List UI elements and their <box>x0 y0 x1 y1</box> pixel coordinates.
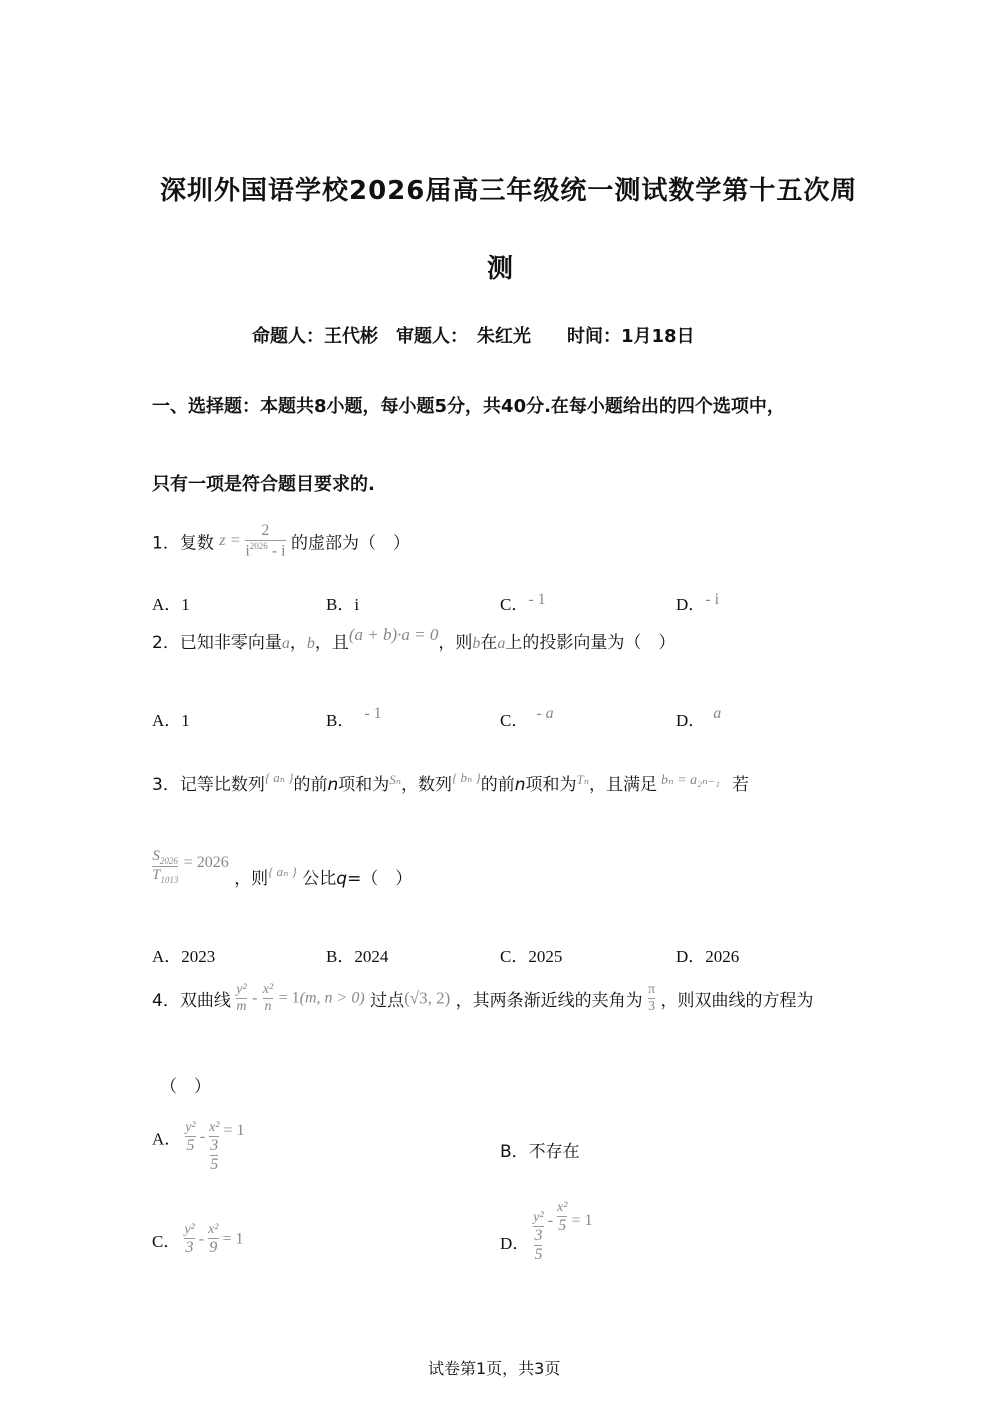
q3-option-b: B．2024 <box>326 947 389 966</box>
q4-c-frac2 <box>208 1222 218 1257</box>
q3-mid2: 项和为 <box>338 775 390 795</box>
q4-option-a-label: A． <box>152 1129 182 1149</box>
q1-den-rest: - i <box>271 542 286 560</box>
q1-option-a: A．1 <box>152 595 190 614</box>
q4-suffix: ，则双曲线的方程为 <box>660 991 814 1011</box>
q3-q: q <box>336 869 348 889</box>
authors-line: 命题人：王代彬 审题人： 朱红光 时间：1月18日 <box>252 326 695 347</box>
q4-option-d: D． $\frac{\text{y²}}{\frac{3}{5}}$ - $\frac{\text{x²}}{5}$ = 1 <box>500 1200 593 1263</box>
q4-c-d1: 3 <box>185 1239 194 1256</box>
q2-option-b-label: B． <box>326 711 355 730</box>
q4-option-d-label: D． <box>500 1233 530 1253</box>
q1-prefix: 1．复数 <box>152 533 214 554</box>
q4-d-d2: 5 <box>558 1217 567 1234</box>
q2-on: 在 <box>480 633 498 653</box>
q2-option-a: A．1 <box>152 711 190 730</box>
question-3-line2 <box>152 848 413 889</box>
q2-vector-a: a <box>281 635 290 652</box>
q1-den-exp: 2026 <box>249 541 268 551</box>
q2-option-d <box>676 706 721 731</box>
q4-prefix: 4．双曲线 <box>152 991 231 1011</box>
q1-option-c-label: C． <box>500 595 529 614</box>
q2-comma: ， <box>289 633 307 653</box>
q2-option-b <box>326 706 382 731</box>
q1-z: z <box>219 532 226 550</box>
q4-option-c: C． $\frac{\text{y²}}{3}$ - $\frac{\text{x²}}{9}$ = 1 <box>152 1222 244 1256</box>
q3-S: S <box>152 848 160 864</box>
q4-a-d2-den: 5 <box>210 1156 219 1173</box>
q4-c-eq: = 1 <box>222 1230 244 1248</box>
q4-option-b: B．不存在 <box>500 1142 580 1162</box>
q3-option-c: C．2025 <box>500 947 563 966</box>
q2-condition: (a + b)·a = 0 <box>348 625 439 644</box>
q4-frac-pi3 <box>648 982 655 1015</box>
q3-T-sub: 1013 <box>160 875 179 885</box>
q1-option-b: B．i <box>326 595 360 614</box>
question-3-line1 <box>152 770 749 795</box>
q3-mid6: ，且满足 <box>589 775 658 795</box>
q1-fraction <box>245 522 285 560</box>
q1-eq: = <box>230 532 240 550</box>
q4-d-frac2 <box>557 1200 567 1235</box>
q4-condition: (m, n > 0) <box>299 989 365 1007</box>
q3-n: n <box>327 775 339 795</box>
q4-frac-y <box>236 982 246 1015</box>
q4-d-d1-num: 3 <box>534 1227 543 1244</box>
q4-minus: - <box>252 989 258 1007</box>
q3-Tn: Tₙ <box>576 772 590 787</box>
q1-den-base: i <box>245 542 250 560</box>
q4-d-d1-den: 5 <box>534 1246 543 1263</box>
q4-passes: 过点 <box>370 991 405 1011</box>
q2-vector-b2: b <box>472 635 481 652</box>
q2-suffix: 上的投影向量为（ ） <box>505 633 676 653</box>
q3-mid5: 项和为 <box>525 775 577 795</box>
q3-seq-an2: { aₙ } <box>268 864 297 879</box>
q1-option-d <box>676 590 719 615</box>
q2-option-d-label: D． <box>676 711 706 730</box>
q3-fraction <box>152 848 178 885</box>
q3-mid4: 的前 <box>480 775 515 795</box>
q4-paren: （ ） <box>160 1077 211 1097</box>
q3-prefix: 3．记等比数列 <box>152 775 265 795</box>
q4-c-d2: 9 <box>209 1239 218 1256</box>
q4-d-eq: = 1 <box>571 1212 593 1229</box>
q4-d-frac1 <box>533 1210 543 1264</box>
q4-three: 3 <box>648 999 656 1014</box>
q4-a-d2-num: 3 <box>210 1137 219 1154</box>
q2-and: ，且 <box>314 633 349 653</box>
q4-a-d1: 5 <box>186 1136 195 1154</box>
q3-S-sub: 2026 <box>159 856 178 866</box>
q4-a-n2: x² <box>209 1120 220 1135</box>
q4-option-c-label: C． <box>152 1232 181 1251</box>
q1-option-d-math: - i <box>705 591 720 608</box>
q2-option-c <box>500 706 554 731</box>
q3-ruo: 若 <box>731 775 749 795</box>
q4-a-frac2 <box>209 1120 219 1174</box>
page-title-line2: 测 <box>487 254 515 284</box>
q3-eq-2026: = 2026 <box>183 853 229 871</box>
q4-m: m <box>236 999 247 1014</box>
q4-d-n1: y² <box>533 1210 544 1225</box>
q4-a-frac1 <box>185 1120 195 1155</box>
q4-a-n1: y² <box>185 1119 196 1135</box>
q3-option-a: A．2023 <box>152 947 216 966</box>
q2-prefix: 2．已知非零向量 <box>152 633 282 653</box>
q1-option-d-label: D． <box>676 595 706 614</box>
q4-y2: y² <box>236 982 247 997</box>
q4-c-frac1 <box>184 1222 194 1257</box>
question-1 <box>152 522 410 560</box>
section-1-line1: 一、选择题：本题共8小题，每小题5分，共40分.在每小题给出的四个选项中， <box>152 396 785 417</box>
q3-T: T <box>152 867 161 883</box>
q2-then: ，则 <box>438 633 473 653</box>
question-2 <box>152 625 676 653</box>
q3-mid1: 的前 <box>293 775 328 795</box>
q2-option-c-label: C． <box>500 711 529 730</box>
q2-vector-b: b <box>306 635 315 652</box>
section-1-line2: 只有一项是符合题目要求的. <box>152 474 375 495</box>
page-title-line1: 深圳外国语学校2026届高三年级统一测试数学第十五次周 <box>160 176 858 206</box>
q3-tail: =（ ） <box>347 869 413 889</box>
q3-seq-an: { aₙ } <box>264 770 294 785</box>
q3-option-d: D．2026 <box>676 947 740 966</box>
q4-point: (√3, 2) <box>404 988 451 1008</box>
q4-pi: π <box>648 982 656 997</box>
q3-ratio: 公比 <box>302 869 337 889</box>
q3-mid3: ，数列 <box>401 775 453 795</box>
q4-c-n1: y² <box>184 1222 195 1237</box>
q1-option-c <box>500 590 546 615</box>
q3-n2: n <box>514 775 526 795</box>
q3-then: ，则 <box>234 869 269 889</box>
q1-suffix: 的虚部为（ ） <box>290 533 410 554</box>
q1-option-c-math: - 1 <box>528 591 546 608</box>
q2-option-d-math: a <box>713 705 722 722</box>
q4-mid: ，其两条渐近线的夹角为 <box>455 991 643 1011</box>
q3-Sn: Sₙ <box>389 772 402 787</box>
q3-seq-bn: { bₙ } <box>452 770 481 785</box>
q4-x2: x² <box>262 982 274 997</box>
q4-n: n <box>264 999 272 1014</box>
q2-option-c-math: - a <box>536 705 554 722</box>
question-4-line1 <box>152 982 814 1015</box>
page-footer: 试卷第1页，共3页 <box>428 1359 561 1378</box>
q2-vector-a2: a <box>497 635 506 652</box>
q4-frac-x <box>263 982 273 1015</box>
q4-option-a: A． $\frac{\text{y²}}{5}$ - $\frac{\text{x²}}{\frac{3}{5}}$ = 1 <box>152 1119 245 1173</box>
q2-option-b-math: - 1 <box>364 705 382 722</box>
q3-condition: bₙ = a₂ₙ₋₁ <box>661 773 720 788</box>
q4-c-n2: x² <box>208 1222 219 1237</box>
q1-num: 2 <box>261 522 270 539</box>
q4-eq1: = 1 <box>278 989 300 1007</box>
q4-d-n2: x² <box>557 1200 568 1215</box>
q4-a-eq: = 1 <box>223 1122 245 1139</box>
